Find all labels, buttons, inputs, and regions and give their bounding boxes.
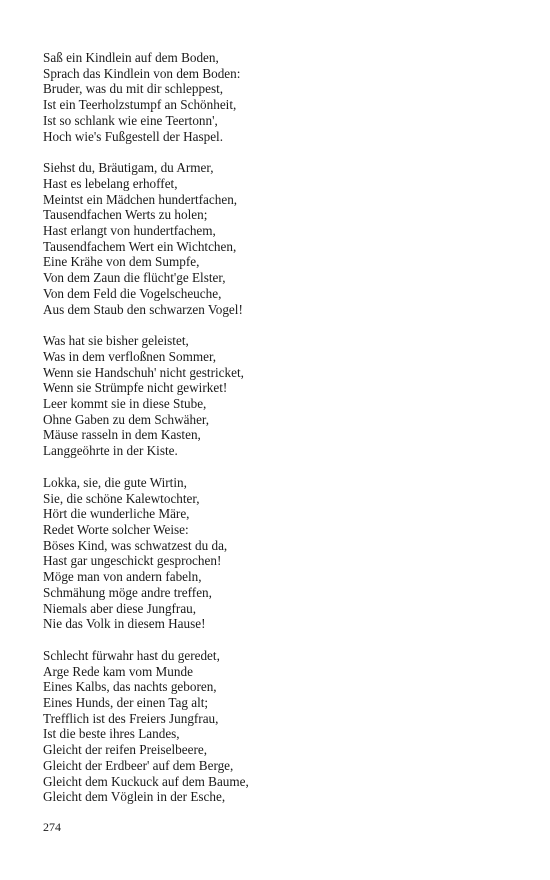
verse-line: Nie das Volk in diesem Hause! <box>43 616 206 632</box>
verse-line: Sprach das Kindlein von dem Boden: <box>43 65 241 81</box>
verse-line: Tausendfachen Werts zu holen; <box>43 207 208 223</box>
verse-line: Langgeöhrte in der Kiste. <box>43 443 178 459</box>
verse-line: Was hat sie bisher geleistet, <box>43 333 189 349</box>
verse-line: Gleicht der Erdbeer' auf dem Berge, <box>43 757 234 773</box>
verse-line: Ist ein Teerholzstumpf an Schönheit, <box>43 97 237 113</box>
verse-line: Saß ein Kindlein auf dem Boden, <box>43 50 219 65</box>
verse-line: Gleicht der reifen Preiselbeere, <box>43 742 208 758</box>
verse-line: Meintst ein Mädchen hundertfachen, <box>43 191 238 207</box>
stanza <box>43 50 513 144</box>
verse-line: Eines Kalbs, das nachts geboren, <box>43 679 217 695</box>
page-number: 274 <box>43 820 61 834</box>
verse-line: Tausendfachem Wert ein Wichtchen, <box>43 238 237 254</box>
verse-line: Schlecht fürwahr hast du geredet, <box>43 647 220 663</box>
verse-line: Hast erlangt von hundertfachem, <box>43 223 216 239</box>
stanza <box>43 333 513 459</box>
verse-line: Wenn sie Handschuh' nicht gestricket, <box>43 364 244 380</box>
verse-line: Ist so schlank wie eine Teertonn', <box>43 112 218 128</box>
verse-line: Möge man von andern fabeln, <box>43 569 202 585</box>
verse-line: Trefflich ist des Freiers Jungfrau, <box>43 710 219 726</box>
verse-line: Leer kommt sie in diese Stube, <box>43 396 207 412</box>
verse-line: Ist die beste ihres Landes, <box>43 726 180 742</box>
verse-line: Hast es lebelang erhoffet, <box>43 175 178 191</box>
verse-line: Siehst du, Bräutigam, du Armer, <box>43 160 214 176</box>
verse-line: Lokka, sie, die gute Wirtin, <box>43 474 187 490</box>
verse-line: Aus dem Staub den schwarzen Vogel! <box>43 301 243 317</box>
verse-line: Von dem Feld die Vogelscheuche, <box>43 285 222 301</box>
verse-line: Ohne Gaben zu dem Schwäher, <box>43 411 210 427</box>
poem-text <box>43 50 513 821</box>
verse-line: Gleicht dem Vöglein in der Esche, <box>43 789 226 805</box>
verse-line: Schmähung möge andre treffen, <box>43 584 212 600</box>
stanza <box>43 648 513 805</box>
verse-line: Hört die wunderliche Märe, <box>43 506 190 522</box>
verse-line: Eines Hunds, der einen Tag alt; <box>43 695 209 711</box>
verse-line: Was in dem verfloßnen Sommer, <box>43 348 217 364</box>
verse-line: Wenn sie Strümpfe nicht gewirket! <box>43 380 228 396</box>
verse-line: Niemals aber diese Jungfrau, <box>43 600 197 616</box>
stanza <box>43 475 513 632</box>
verse-line: Redet Worte solcher Weise: <box>43 521 189 537</box>
verse-line: Hoch wie's Fußgestell der Haspel. <box>43 128 224 144</box>
verse-line: Gleicht dem Kuckuck auf dem Baume, <box>43 773 249 789</box>
verse-line: Mäuse rasseln in dem Kasten, <box>43 427 201 443</box>
verse-line: Hast gar ungeschickt gesprochen! <box>43 553 222 569</box>
verse-line: Bruder, was du mit dir schleppest, <box>43 81 224 97</box>
verse-line: Eine Krähe von dem Sumpfe, <box>43 254 200 270</box>
verse-line: Von dem Zaun die flücht'ge Elster, <box>43 270 226 286</box>
verse-line: Böses Kind, was schwatzest du da, <box>43 537 228 553</box>
verse-line: Arge Rede kam vom Munde <box>43 663 193 679</box>
verse-line: Sie, die schöne Kalewtochter, <box>43 490 200 506</box>
stanza <box>43 160 513 317</box>
